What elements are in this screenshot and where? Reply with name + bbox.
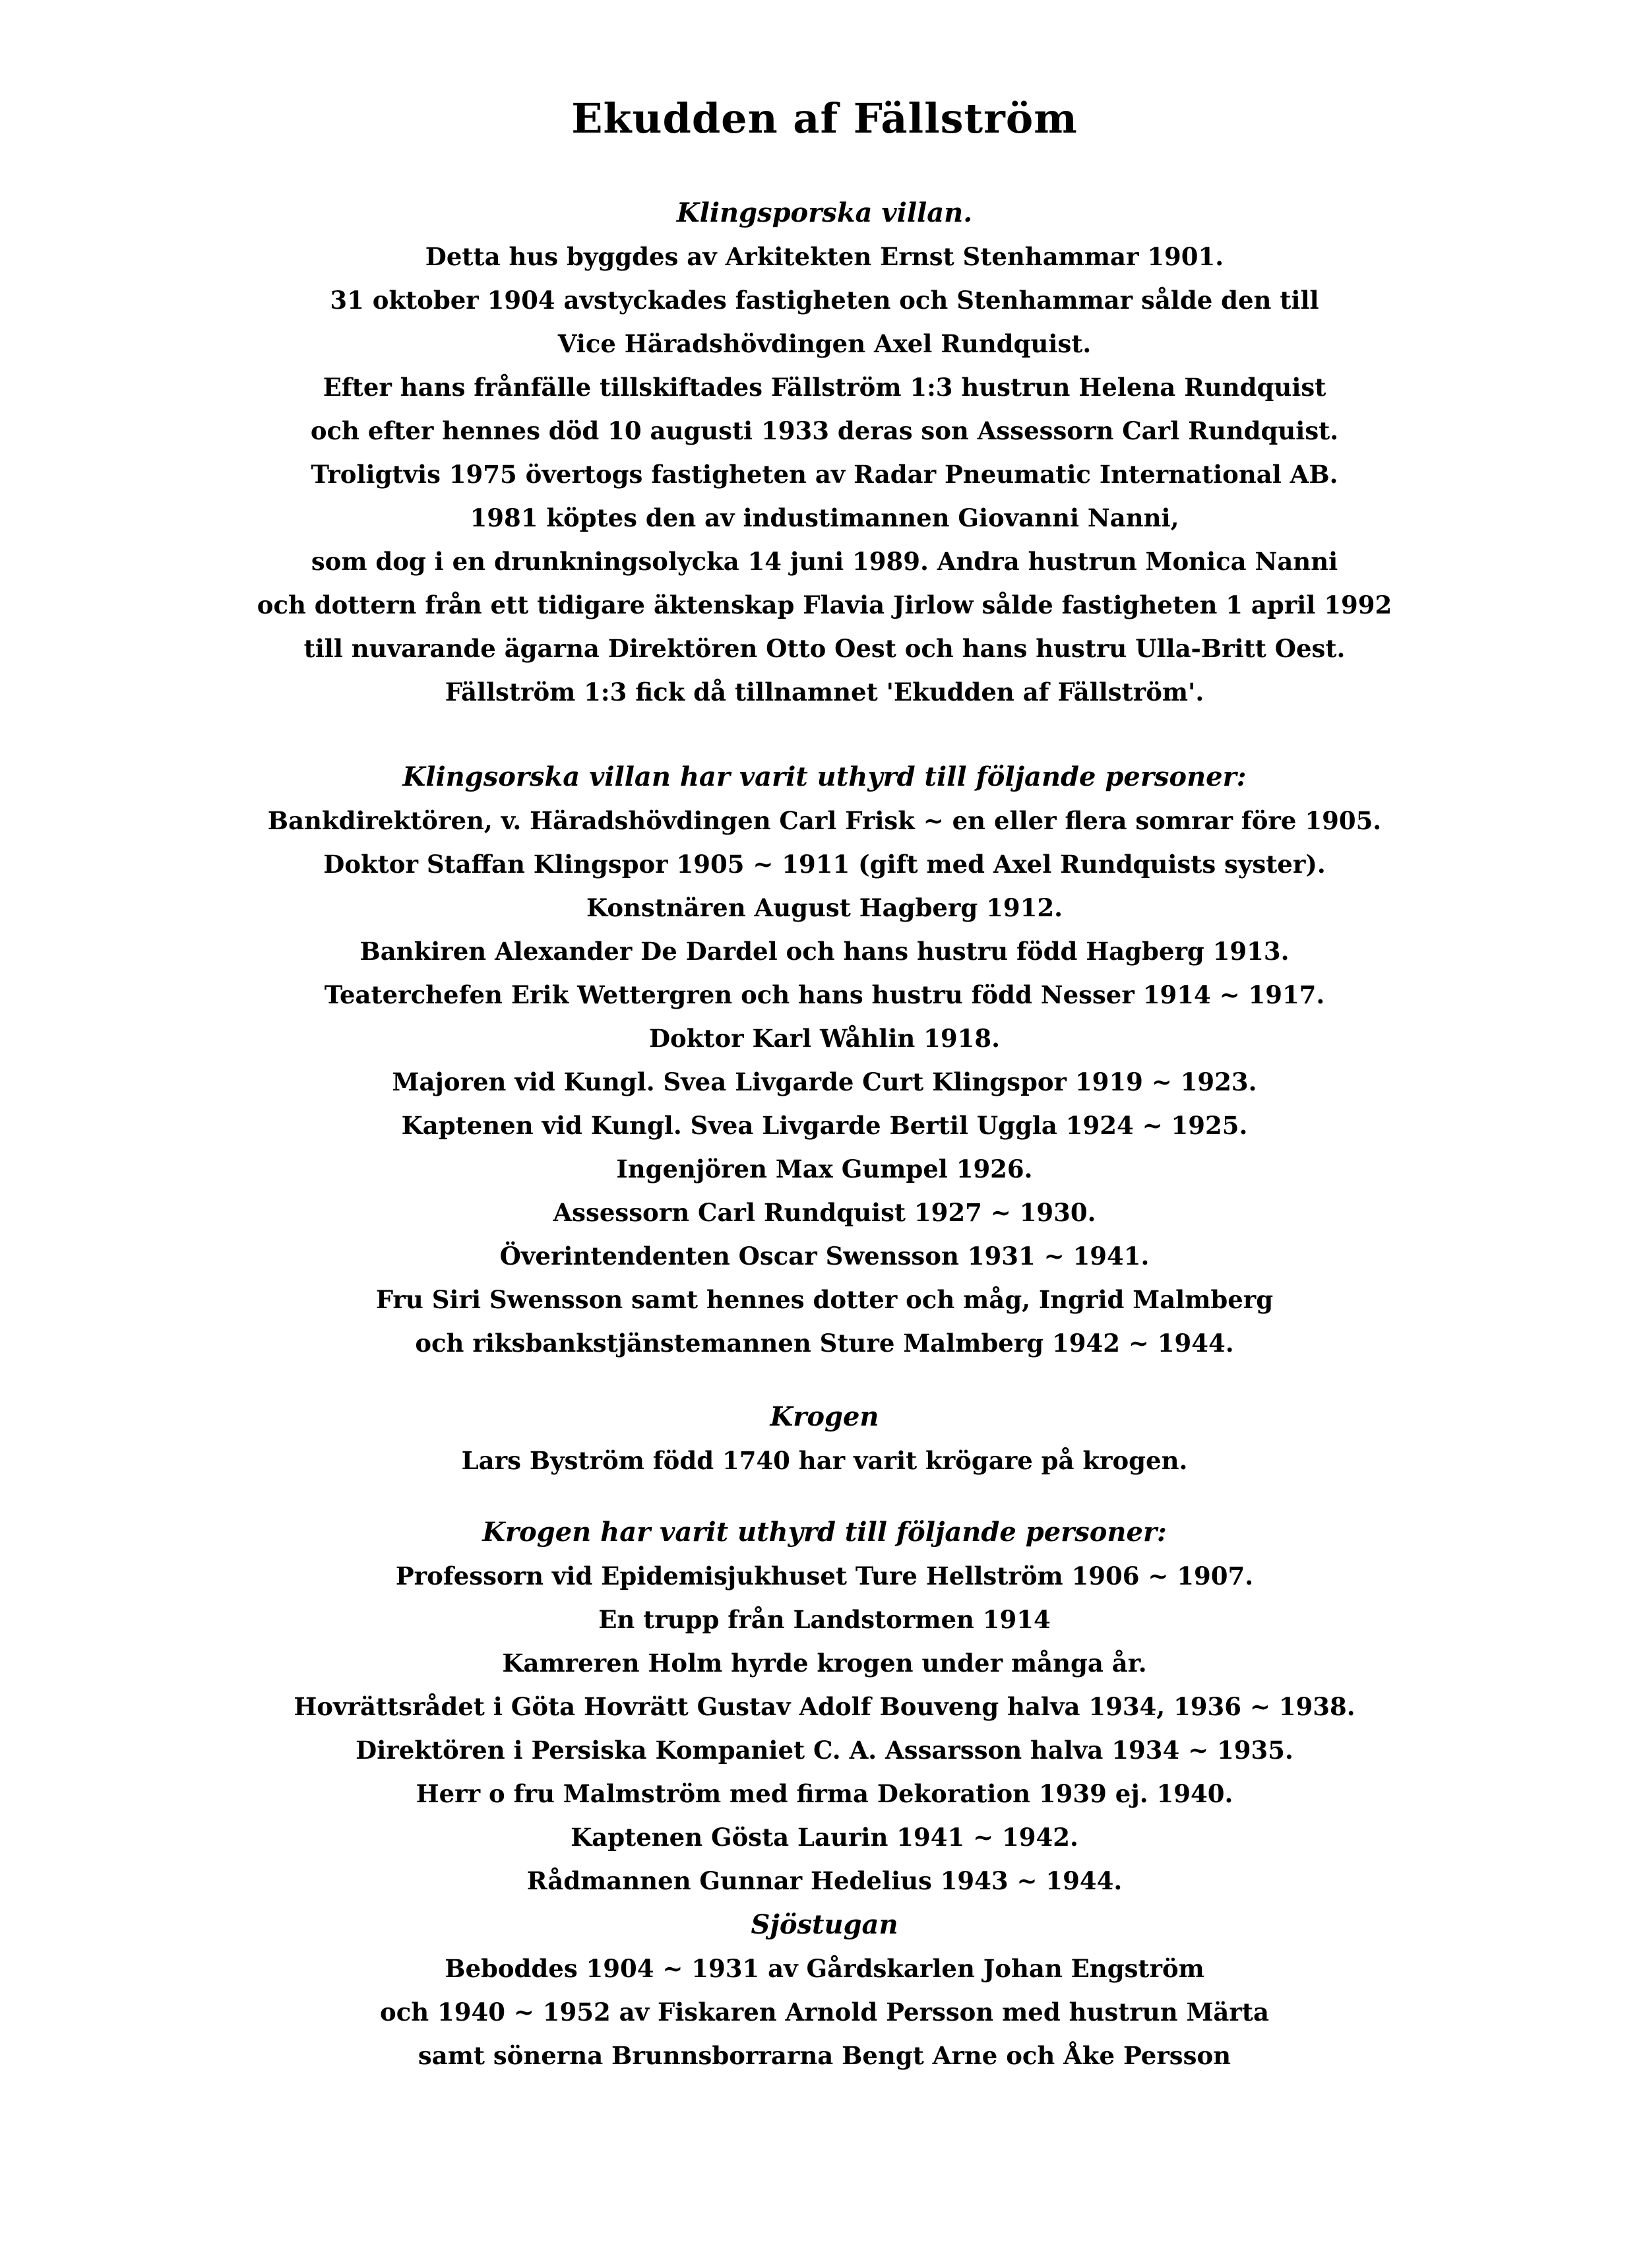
text-line: Fällström 1:3 fick då tillnamnet 'Ekudden af Fällström'. — [445, 677, 1204, 707]
text-line: Majoren vid Kungl. Svea Livgarde Curt Klingspor 1919 ~ 1923. — [392, 1067, 1257, 1096]
text-line: Doktor Karl Wåhlin 1918. — [648, 1024, 1001, 1053]
text-line: Kaptenen Gösta Laurin 1941 ~ 1942. — [571, 1823, 1078, 1852]
text-line: och riksbankstjänstemannen Sture Malmberg 1942 ~ 1944. — [415, 1329, 1234, 1358]
section-sjostugan — [79, 1903, 1570, 2077]
page-title: Ekudden af Fällström — [571, 94, 1078, 142]
text-line: Lars Byström född 1740 har varit krögare på krogen. — [461, 1446, 1188, 1475]
text-line: Doktor Staffan Klingspor 1905 ~ 1911 (gift med Axel Rundquists syster). — [323, 850, 1326, 879]
text-line: Beboddes 1904 ~ 1931 av Gårdskarlen Johan Engström — [445, 1954, 1204, 1983]
text-line: och efter hennes död 10 augusti 1933 deras son Assessorn Carl Rundquist. — [310, 416, 1339, 445]
section-krogen-tenants — [79, 1511, 1570, 1903]
text-line: Konstnären August Hagberg 1912. — [586, 893, 1063, 922]
text-line: 1981 köptes den av industimannen Giovanni Nanni, — [470, 503, 1179, 532]
section-heading: Klingsorska villan har varit uthyrd till följande personer: — [402, 761, 1247, 792]
text-line: Kaptenen vid Kungl. Svea Livgarde Bertil Uggla 1924 ~ 1925. — [401, 1111, 1248, 1140]
section-krogen — [79, 1395, 1570, 1482]
text-line: Teaterchefen Erik Wettergren och hans hustru född Nesser 1914 ~ 1917. — [324, 980, 1325, 1009]
text-line: Rådmannen Gunnar Hedelius 1943 ~ 1944. — [526, 1866, 1123, 1895]
text-line: Fru Siri Swensson samt hennes dotter och måg, Ingrid Malmberg — [375, 1285, 1274, 1314]
section-heading: Krogen — [770, 1401, 879, 1432]
text-line: och 1940 ~ 1952 av Fiskaren Arnold Persson med hustrun Märta — [380, 1998, 1269, 2027]
text-line: Herr o fru Malmström med firma Dekoration 1939 ej. 1940. — [416, 1779, 1233, 1808]
text-line: Assessorn Carl Rundquist 1927 ~ 1930. — [553, 1198, 1096, 1227]
section-heading: Krogen har varit uthyrd till följande personer: — [482, 1517, 1167, 1548]
text-line: till nuvarande ägarna Direktören Otto Oest och hans hustru Ulla-Britt Oest. — [303, 634, 1346, 663]
text-line: Kamreren Holm hyrde krogen under många år. — [502, 1649, 1147, 1678]
text-line: Bankiren Alexander De Dardel och hans hustru född Hagberg 1913. — [359, 937, 1290, 966]
text-line: Hovrättsrådet i Göta Hovrätt Gustav Adolf Bouveng halva 1934, 1936 ~ 1938. — [294, 1692, 1355, 1721]
text-line: Direktören i Persiska Kompaniet C. A. Assarsson halva 1934 ~ 1935. — [356, 1736, 1293, 1765]
text-line: Professorn vid Epidemisjukhuset Ture Hellström 1906 ~ 1907. — [395, 1561, 1254, 1591]
text-line: Troligtvis 1975 övertogs fastigheten av Radar Pneumatic International AB. — [311, 460, 1338, 489]
text-line: som dog i en drunkningsolycka 14 juni 1989. Andra hustrun Monica Nanni — [311, 547, 1338, 576]
text-line: Överintendenten Oscar Swensson 1931 ~ 1941. — [499, 1242, 1150, 1271]
section-villa-tenants — [79, 755, 1570, 1365]
section-heading: Klingsporska villan. — [676, 197, 973, 228]
section-heading: Sjöstugan — [751, 1909, 898, 1940]
text-line: Ingenjören Max Gumpel 1926. — [616, 1154, 1033, 1183]
text-line: Efter hans frånfälle tillskiftades Fällström 1:3 hustrun Helena Rundquist — [323, 373, 1326, 402]
text-line: Bankdirektören, v. Häradshövdingen Carl Frisk ~ en eller flera somrar före 1905. — [267, 806, 1382, 835]
text-line: och dottern från ett tidigare äktenskap Flavia Jirlow sålde fastigheten 1 april 1992 — [257, 590, 1392, 619]
text-line: samt sönerna Brunnsborrarna Bengt Arne och Åke Persson — [418, 2041, 1231, 2070]
text-line: En trupp från Landstormen 1914 — [598, 1605, 1051, 1634]
section-villa — [79, 191, 1570, 714]
text-line: 31 oktober 1904 avstyckades fastigheten och Stenhammar sålde den till — [330, 286, 1319, 315]
text-line: Vice Häradshövdingen Axel Rundquist. — [557, 329, 1092, 358]
text-line: Detta hus byggdes av Arkitekten Ernst Stenhammar 1901. — [425, 242, 1224, 271]
